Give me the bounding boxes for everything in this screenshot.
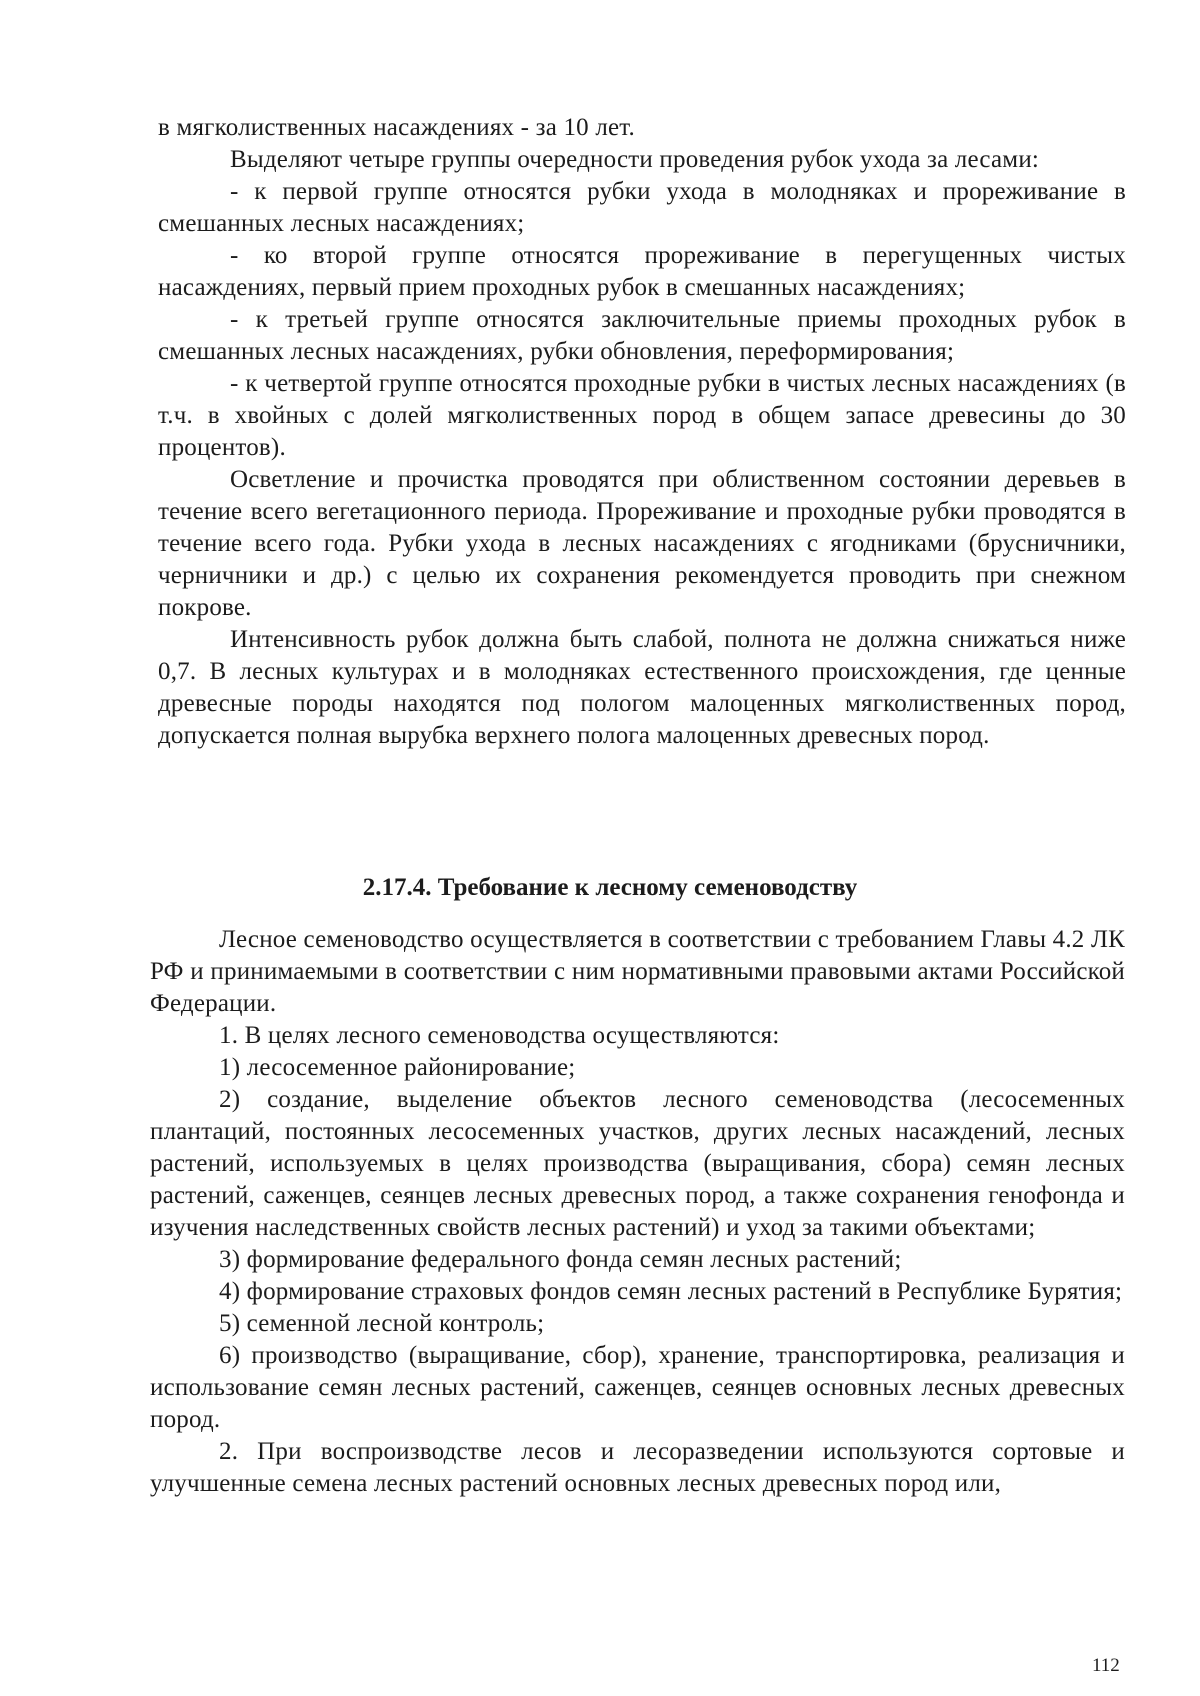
bottom-text-block: [150, 924, 1125, 1500]
paragraph-purposes: 1. В целях лесного семеноводства осуществляются:: [219, 1022, 780, 1049]
list-item-group-4: - к четвертой группе относятся проходные рубки в чистых лесных насаждениях (в т.ч. в хвойных с долей мягколиственных пород в общем запасе древесины до 30 процентов).: [158, 370, 1126, 461]
list-item-group-1: - к первой группе относятся рубки ухода в молодняках и прореживание в смешанных лесных насаждениях;: [158, 178, 1126, 237]
paragraph-intensity: Интенсивность рубок должна быть слабой, полнота не должна снижаться ниже 0,7. В лесных культурах и в молодняках естественного происхождения, где ценные древесные породы находятся под пологом малоценных мягколиственных пород, допускается полная вырубка верхнего полога малоценных древесных пород.: [158, 626, 1126, 749]
paragraph-seed-intro: Лесное семеноводство осуществляется в соответствии с требованием Главы 4.2 ЛК РФ и принимаемыми в соответствии с ним нормативными правовыми актами Российской Федерации.: [150, 926, 1125, 1017]
paragraph-timing: Осветление и прочистка проводятся при облиственном состоянии деревьев в течение всего вегетационного периода. Прореживание и проходные рубки проводятся в течение всего года. Рубки ухода в лесных насаждениях с ягодниками (брусничники, черничники и др.) с целью их сохранения рекомендуется проводить при снежном покрове.: [158, 466, 1126, 621]
page-number: 112: [1092, 1655, 1120, 1676]
list-item-3: 3) формирование федерального фонда семян лесных растений;: [219, 1246, 902, 1273]
list-item-2: 2) создание, выделение объектов лесного семеноводства (лесосеменных плантаций, постоянных лесосеменных участков, других лесных насаждений, лесных растений, используемых в целях производства (выращивания, сбора) семян лесных растений, саженцев, сеянцев лесных древесных пород, а также сохранения генофонда и изучения наследственных свойств лесных растений) и уход за такими объектами;: [150, 1086, 1125, 1241]
paragraph-continuation: в мягколиственных насаждениях - за 10 лет.: [158, 114, 635, 141]
list-item-5: 5) семенной лесной контроль;: [219, 1310, 545, 1337]
section-heading: 2.17.4. Требование к лесному семеноводству: [362, 874, 858, 901]
list-item-group-2: - ко второй группе относятся прореживание в перегущенных чистых насаждениях, первый прием проходных рубок в смешанных насаждениях;: [158, 242, 1126, 301]
list-item-6: 6) производство (выращивание, сбор), хранение, транспортировка, реализация и использование семян лесных растений, саженцев, сеянцев основных лесных древесных пород.: [150, 1342, 1125, 1433]
list-item-group-3: - к третьей группе относятся заключительные приемы проходных рубок в смешанных лесных насаждениях, рубки обновления, переформирования;: [158, 306, 1126, 365]
top-text-block: [158, 112, 1126, 752]
paragraph-reproduction: 2. При воспроизводстве лесов и лесоразведении используются сортовые и улучшенные семена лесных растений основных лесных древесных пород или,: [150, 1438, 1125, 1497]
paragraph-groups-intro: Выделяют четыре группы очередности проведения рубок ухода за лесами:: [230, 146, 1040, 173]
list-item-1: 1) лесосеменное районирование;: [219, 1054, 576, 1081]
list-item-4: 4) формирование страховых фондов семян лесных растений в Республике Бурятия;: [219, 1278, 1123, 1305]
